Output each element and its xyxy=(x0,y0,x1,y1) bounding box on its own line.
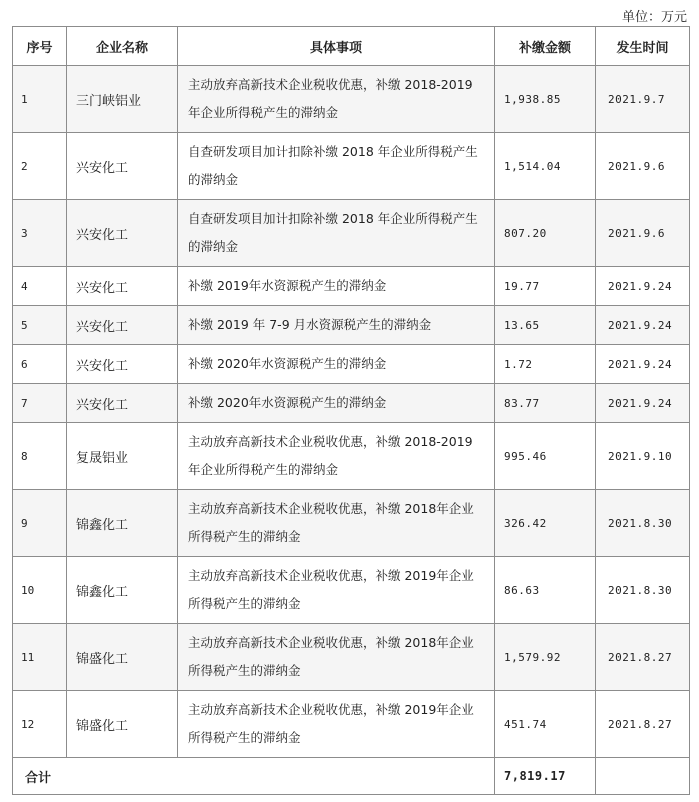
row-amount: 995.46 xyxy=(495,423,596,490)
table-row xyxy=(13,345,690,384)
table-row xyxy=(13,384,690,423)
row-matter: 主动放弃高新技术企业税收优惠，补缴 2019年企业所得税产生的滞纳金 xyxy=(178,691,495,758)
total-label: 合计 xyxy=(13,758,495,795)
row-index: 2 xyxy=(13,133,67,200)
row-date: 2021.9.10 xyxy=(596,423,690,490)
row-index: 6 xyxy=(13,345,67,384)
row-date: 2021.9.6 xyxy=(596,200,690,267)
table-row xyxy=(13,490,690,557)
row-company: 锦盛化工 xyxy=(67,624,178,691)
table-row xyxy=(13,557,690,624)
row-matter: 主动放弃高新技术企业税收优惠，补缴 2018-2019年企业所得税产生的滞纳金 xyxy=(178,66,495,133)
header-matter: 具体事项 xyxy=(178,27,495,66)
total-amount: 7,819.17 xyxy=(495,758,596,795)
table-row xyxy=(13,624,690,691)
row-amount: 83.77 xyxy=(495,384,596,423)
row-company: 锦盛化工 xyxy=(67,691,178,758)
row-company: 兴安化工 xyxy=(67,200,178,267)
row-company: 三门峡铝业 xyxy=(67,66,178,133)
row-matter: 主动放弃高新技术企业税收优惠，补缴 2018年企业所得税产生的滞纳金 xyxy=(178,490,495,557)
row-amount: 86.63 xyxy=(495,557,596,624)
row-date: 2021.8.27 xyxy=(596,691,690,758)
row-date: 2021.8.30 xyxy=(596,490,690,557)
row-amount: 451.74 xyxy=(495,691,596,758)
row-index: 8 xyxy=(13,423,67,490)
row-matter: 补缴 2019年水资源税产生的滞纳金 xyxy=(178,267,495,306)
row-index: 10 xyxy=(13,557,67,624)
table-row xyxy=(13,66,690,133)
row-amount: 807.20 xyxy=(495,200,596,267)
row-amount: 19.77 xyxy=(495,267,596,306)
row-company: 锦鑫化工 xyxy=(67,490,178,557)
row-company: 复晟铝业 xyxy=(67,423,178,490)
header-index: 序号 xyxy=(13,27,67,66)
row-amount: 13.65 xyxy=(495,306,596,345)
row-company: 兴安化工 xyxy=(67,267,178,306)
row-matter: 自查研发项目加计扣除补缴 2018 年企业所得税产生的滞纳金 xyxy=(178,133,495,200)
row-date: 2021.8.27 xyxy=(596,624,690,691)
row-matter: 主动放弃高新技术企业税收优惠，补缴 2018-2019年企业所得税产生的滞纳金 xyxy=(178,423,495,490)
row-index: 7 xyxy=(13,384,67,423)
row-matter: 补缴 2020年水资源税产生的滞纳金 xyxy=(178,384,495,423)
row-company: 兴安化工 xyxy=(67,345,178,384)
row-date: 2021.8.30 xyxy=(596,557,690,624)
table-row xyxy=(13,423,690,490)
row-amount: 1,579.92 xyxy=(495,624,596,691)
row-company: 锦鑫化工 xyxy=(67,557,178,624)
row-index: 3 xyxy=(13,200,67,267)
row-date: 2021.9.6 xyxy=(596,133,690,200)
table-row xyxy=(13,133,690,200)
row-matter: 自查研发项目加计扣除补缴 2018 年企业所得税产生的滞纳金 xyxy=(178,200,495,267)
late-fee-table xyxy=(12,26,690,795)
row-index: 1 xyxy=(13,66,67,133)
row-date: 2021.9.7 xyxy=(596,66,690,133)
row-date: 2021.9.24 xyxy=(596,267,690,306)
total-row xyxy=(13,758,690,795)
header-date: 发生时间 xyxy=(596,27,690,66)
header-company: 企业名称 xyxy=(67,27,178,66)
row-index: 4 xyxy=(13,267,67,306)
row-amount: 1,514.04 xyxy=(495,133,596,200)
table-row xyxy=(13,200,690,267)
row-company: 兴安化工 xyxy=(67,306,178,345)
row-amount: 1.72 xyxy=(495,345,596,384)
table-row xyxy=(13,691,690,758)
row-index: 5 xyxy=(13,306,67,345)
table-row xyxy=(13,306,690,345)
row-date: 2021.9.24 xyxy=(596,306,690,345)
row-matter: 主动放弃高新技术企业税收优惠，补缴 2018年企业所得税产生的滞纳金 xyxy=(178,624,495,691)
row-index: 12 xyxy=(13,691,67,758)
table-row xyxy=(13,267,690,306)
total-date-empty xyxy=(596,758,690,795)
row-matter: 主动放弃高新技术企业税收优惠，补缴 2019年企业所得税产生的滞纳金 xyxy=(178,557,495,624)
row-index: 9 xyxy=(13,490,67,557)
row-amount: 1,938.85 xyxy=(495,66,596,133)
row-company: 兴安化工 xyxy=(67,133,178,200)
row-date: 2021.9.24 xyxy=(596,345,690,384)
row-company: 兴安化工 xyxy=(67,384,178,423)
row-date: 2021.9.24 xyxy=(596,384,690,423)
header-amount: 补缴金额 xyxy=(495,27,596,66)
header-row xyxy=(13,27,690,66)
row-matter: 补缴 2020年水资源税产生的滞纳金 xyxy=(178,345,495,384)
row-index: 11 xyxy=(13,624,67,691)
unit-label: 单位：万元 xyxy=(621,10,687,25)
row-amount: 326.42 xyxy=(495,490,596,557)
row-matter: 补缴 2019 年 7-9 月水资源税产生的滞纳金 xyxy=(178,306,495,345)
